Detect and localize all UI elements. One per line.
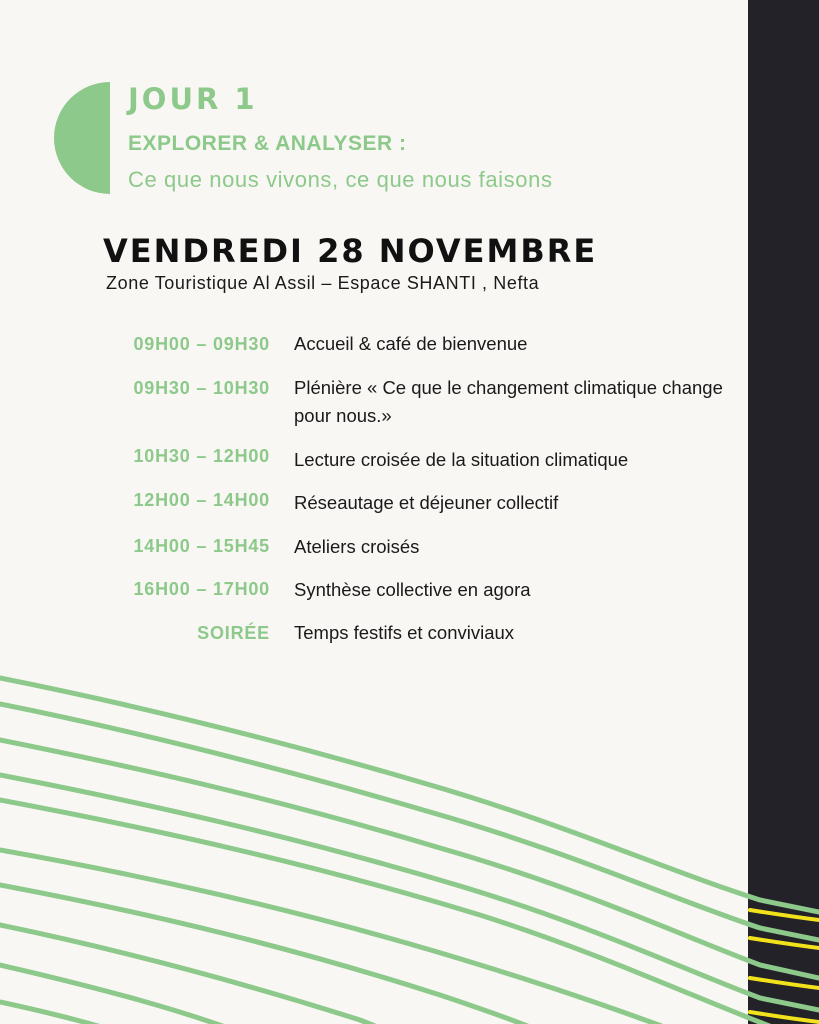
schedule-time: 12H00 – 14H00 <box>133 490 270 510</box>
schedule-time: 16H00 – 17H00 <box>133 579 270 599</box>
wave-line <box>0 678 819 912</box>
schedule-time: 10H30 – 12H00 <box>133 446 270 466</box>
schedule-activity: Plénière « Ce que le changement climatique change pour nous.» <box>294 377 723 426</box>
schedule-activity: Réseautage et déjeuner collectif <box>294 492 559 513</box>
schedule-activity: Synthèse collective en agora <box>294 579 531 600</box>
schedule-time: 09H30 – 10H30 <box>133 378 270 398</box>
wavy-lines-decoration <box>0 660 819 1024</box>
event-date: VENDREDI 28 NOVEMBRE <box>103 232 598 270</box>
schedule-time: 14H00 – 15H45 <box>133 536 270 556</box>
day-label: JOUR 1 <box>128 82 258 116</box>
schedule-activity: Ateliers croisés <box>294 536 420 557</box>
yellow-wave-line <box>750 978 819 988</box>
schedule-activity: Temps festifs et conviviaux <box>294 622 515 643</box>
theme-title: EXPLORER & ANALYSER : <box>128 132 407 155</box>
theme-subtitle: Ce que nous vivons, ce que nous faisons <box>128 167 553 192</box>
schedule-time: 09H00 – 09H30 <box>133 334 270 354</box>
wave-line <box>0 885 560 1024</box>
event-venue: Zone Touristique Al Assil – Espace SHANTI , Nefta <box>106 273 540 293</box>
schedule-activity: Accueil & café de bienvenue <box>294 333 528 354</box>
wave-line <box>0 965 260 1024</box>
schedule-time: SOIRÉE <box>197 623 270 643</box>
wave-line <box>0 1002 140 1024</box>
wave-line <box>0 925 400 1024</box>
schedule-activity: Lecture croisée de la situation climatique <box>294 449 629 470</box>
